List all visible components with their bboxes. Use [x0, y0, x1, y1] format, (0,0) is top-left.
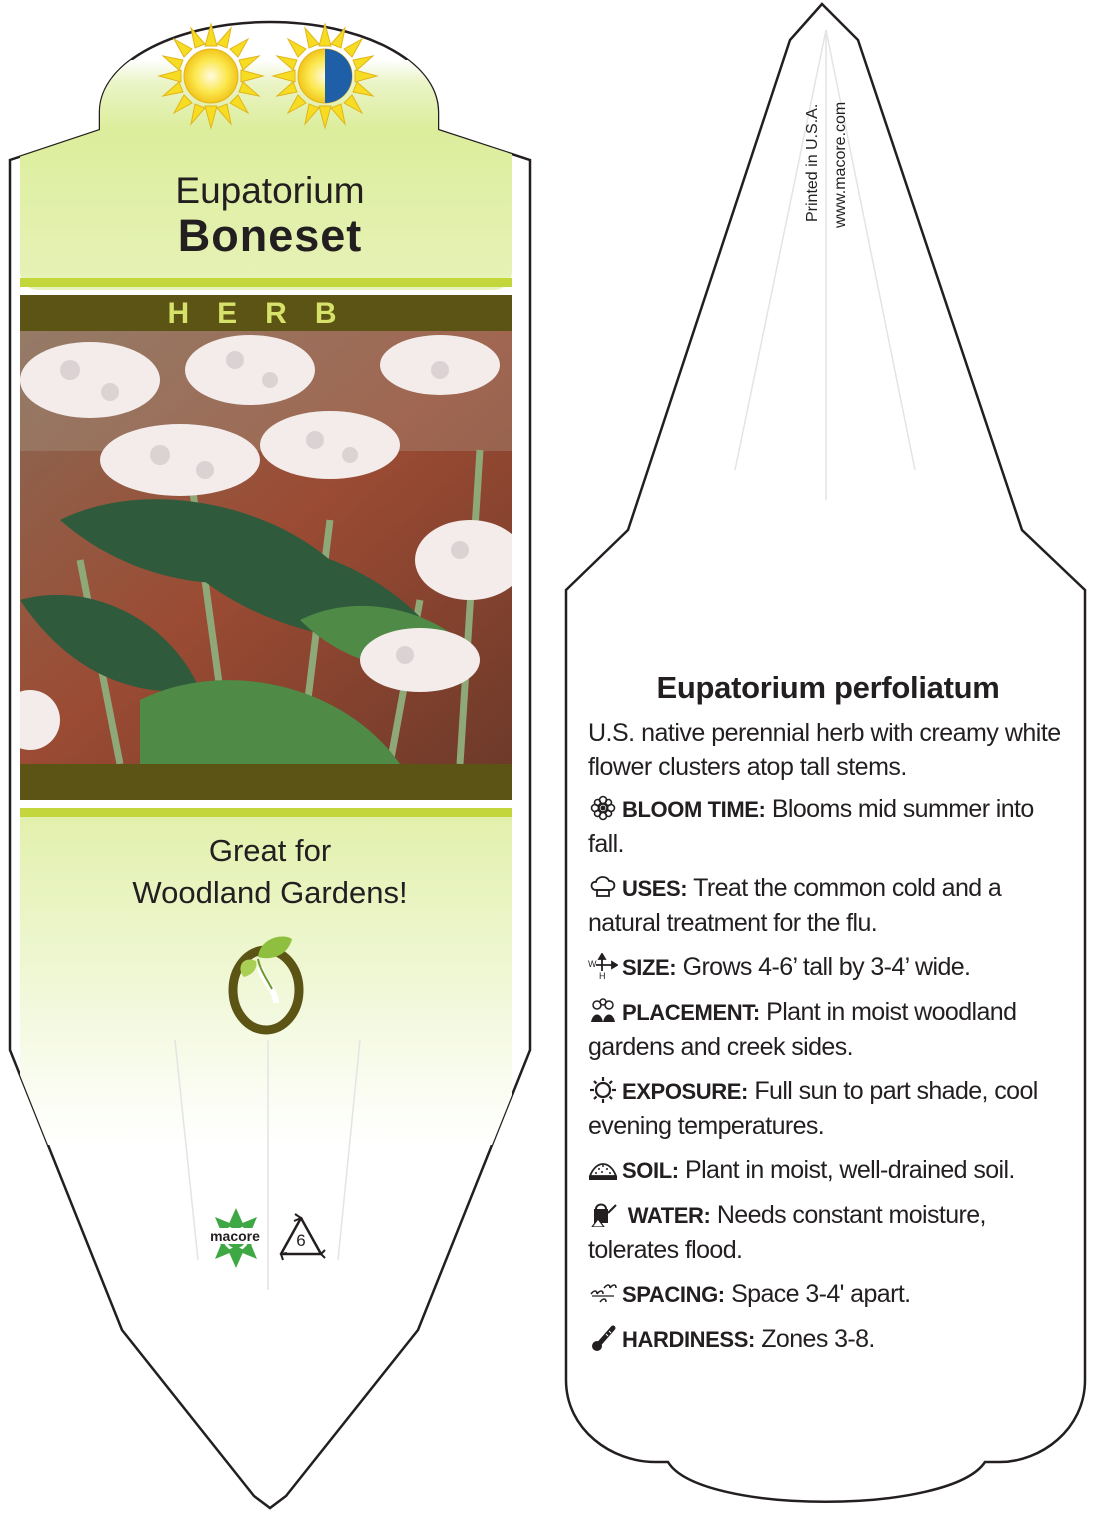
- accent-line-top: [20, 278, 512, 287]
- care-label: SOIL:: [622, 1158, 679, 1183]
- category-label: HERB: [167, 297, 365, 330]
- watering-can-icon: [588, 1201, 618, 1227]
- care-label: WATER:: [622, 1203, 711, 1228]
- botanical-name: Eupatorium perfoliatum: [656, 670, 1000, 705]
- care-row-placement: [588, 995, 1068, 1064]
- care-row-spacing: [588, 1277, 1068, 1312]
- care-row-hardiness: [588, 1322, 1068, 1357]
- care-label: HARDINESS:: [622, 1327, 755, 1352]
- spacing-icon: [588, 1280, 618, 1306]
- care-label: EXPOSURE:: [622, 1079, 748, 1104]
- care-row-uses: [588, 871, 1068, 940]
- size-arrows-icon: [588, 953, 618, 979]
- care-text: Plant in moist woodland gardens and creek sides.: [588, 998, 1017, 1061]
- care-label: PLACEMENT:: [622, 1000, 760, 1025]
- care-label: SPACING:: [622, 1282, 725, 1307]
- care-text: Needs constant moisture, tolerates flood.: [588, 1201, 986, 1264]
- photo-bottom-band: [20, 764, 512, 800]
- macore-logo-text: macore: [204, 1228, 266, 1244]
- care-row-water: [588, 1198, 1068, 1267]
- care-text: Space 3-4' apart.: [731, 1280, 911, 1308]
- tagline-line-2: Woodland Gardens!: [132, 875, 408, 910]
- tagline-line-1: Great for: [208, 833, 332, 868]
- thermometer-icon: [588, 1325, 618, 1351]
- care-text: Full sun to part shade, cool evening temperatures.: [588, 1077, 1038, 1140]
- plant-description: U.S. native perennial herb with creamy white flower clusters atop tall stems.: [588, 719, 1061, 781]
- care-row-size: [588, 950, 1068, 985]
- print-note-country: Printed in U.S.A.: [804, 103, 821, 222]
- care-text: Zones 3-8.: [761, 1325, 875, 1353]
- full-sun-icon: [159, 24, 263, 128]
- common-name: Boneset: [177, 210, 363, 261]
- svg-text:H: H: [599, 971, 605, 979]
- care-row-soil: [588, 1153, 1068, 1188]
- genus-name: Eupatorium: [175, 170, 365, 211]
- care-text: Grows 4-6’ tall by 3-4’ wide.: [682, 953, 971, 981]
- care-label: BLOOM TIME:: [622, 797, 766, 822]
- svg-text:W: W: [588, 959, 596, 969]
- care-label: SIZE:: [622, 955, 677, 980]
- sun-outline-icon: [588, 1077, 618, 1103]
- care-info-panel: [588, 668, 1068, 1367]
- recycle-code: 6: [296, 1231, 306, 1250]
- part-shade-icon: [273, 24, 377, 128]
- soil-pile-icon: [588, 1156, 618, 1182]
- placement-icon: [588, 998, 618, 1024]
- print-note-website: www.macore.com: [832, 101, 849, 228]
- care-row-exposure: [588, 1074, 1068, 1143]
- flower-icon: [588, 795, 618, 821]
- accent-line-bottom: [20, 808, 512, 817]
- care-text: Plant in moist, well-drained soil.: [685, 1156, 1015, 1184]
- chef-hat-icon: [588, 874, 618, 900]
- care-row-bloom-time: [588, 792, 1068, 861]
- care-text: Blooms mid summer into fall.: [588, 795, 1034, 858]
- care-label: USES:: [622, 876, 688, 901]
- care-text: Treat the common cold and a natural treatment for the flu.: [588, 874, 1002, 937]
- plant-photo: [0, 331, 525, 764]
